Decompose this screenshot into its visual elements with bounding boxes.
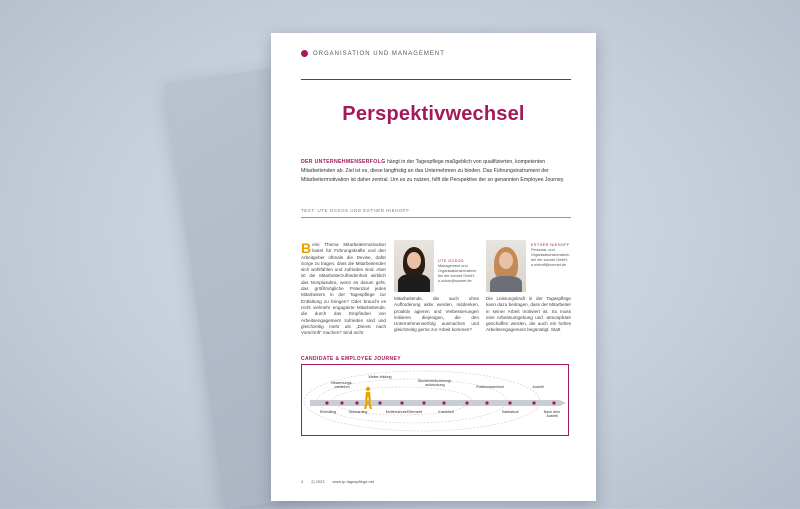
author-name-niehoff: ESTHER NIEHOFF	[531, 243, 570, 247]
article-column-3	[486, 296, 571, 334]
journey-step-mutterschutz: Mutterschutz/Elternzeit	[385, 410, 423, 414]
footer-website: www.tp-tagespflege.net	[332, 479, 375, 484]
intro-body: hängt in der Tagespflege maßgeblich von qualifizierten, kompetenten Mitarbeitenden ab. Ziel ist es, diese langfristig an das Unternehmen zu binden. Das Führungsinstrument der Mitarbeitermotivation ist daher zentral. Um es zu nutzen, hilft die Perspektive der so genannten Employee Journey.	[301, 159, 565, 183]
page-footer	[301, 479, 374, 484]
journey-graphic	[302, 365, 570, 437]
author-name-ockos: UTE OCKOS	[438, 259, 464, 263]
article-column-2	[394, 296, 479, 334]
magazine-page	[271, 33, 596, 501]
author-photo-ockos	[394, 240, 434, 292]
section-rule	[301, 79, 571, 80]
author-desc-niehoff: Personal- und Organisationsberaterin bei der sonnet GmbH, e.niehoff@sonnet.de	[531, 248, 570, 267]
journey-step-sabbatical: Sabbatical	[501, 410, 519, 414]
section-label: ORGANISATION UND MANAGEMENT	[313, 50, 445, 57]
journey-step-weiterbildung: Weiter-bildung	[368, 375, 392, 379]
drop-cap: B	[301, 240, 312, 256]
journey-step-onboarding: Onboarding	[348, 410, 368, 414]
author-bio-ockos	[438, 259, 478, 284]
column-1-text: eim Thema Mitarbeitermotivation lautet für Führungskräfte und den Arbeitgeber oftmals die Devise, dafür Sorge zu tragen, dass die Mitarbeitenden sich wohlfühlen und zufrieden sind. Aber ist die Mitarbeiterzufriedenheit wirklich das Nonplusultra, wenn es darum geht, das größtmögliche Potenzial jedes Mitarbeiters in der Tagespflege zur Entfaltung zu bringen? Oder braucht es nicht vielmehr engagierte Mitarbeitende, die durch das Empfinden von Arbeitsengagement zufrieden sind und gleichzeitig mehr als „Dienst nach Vorschrift“ machen? Sind nicht	[301, 242, 386, 336]
author-photo-niehoff	[486, 240, 526, 292]
journey-step-recruiting: Recruiting	[319, 410, 337, 414]
author-bio-niehoff	[531, 243, 571, 268]
journey-arrow	[310, 400, 566, 406]
article-title: Perspektivwechsel	[342, 103, 525, 125]
journey-step-stunden: Stundenreduzierung/-aufstockung	[417, 379, 453, 388]
article-intro	[301, 158, 569, 185]
section-bullet-icon	[301, 50, 308, 57]
employee-journey-diagram	[301, 364, 569, 436]
author-credit: TEXT: UTE OCKOS UND ESTHER NIEHOFF	[301, 208, 410, 213]
journey-step-austritt: Austritt	[532, 385, 544, 389]
journey-step-krankheit: Krankheit	[438, 410, 454, 414]
journey-step-nach-austritt: Nach dem Austritt	[543, 410, 561, 419]
article-column-1	[301, 242, 386, 336]
author-rule	[301, 217, 571, 218]
journey-step-positionswechsel: Positionswechsel	[476, 385, 504, 389]
issue-number: 2| 2023	[311, 479, 325, 484]
author-desc-ockos: Management und Organisationsberaterin bei der sonnet GmbH, u.ockos@sonnet.de	[438, 264, 477, 283]
journey-step-bewerbung: Bewerbungs-verfahren	[331, 381, 353, 390]
column-2-text: Mitarbeitende, die auch ohne Aufforderung aktiv werden, mitdenken, proaktiv agieren und Verbesserungen initiieren diejenigen, die den Unternehmenserfolg ausmachen und gleichzeitig gerne zur Arbeit kommen?	[394, 296, 479, 333]
page-number: 4	[301, 479, 304, 484]
section-header	[301, 50, 445, 57]
journey-box-label: CANDIDATE & EMPLOYEE JOURNEY	[301, 356, 402, 362]
column-3-text: Die Leistungskraft in der Tagespflege kann dazu beitragen, dass der Mitarbeiter in seiner Arbeit motiviert ist. So muss eine Arbeitsumgebung und -atmosphäre geschaffen werden, die auch ein hohes Arbeitsengagement begünstigt. Statt	[486, 296, 571, 333]
intro-lead: DER UNTERNEHMENSERFOLG	[301, 159, 386, 165]
